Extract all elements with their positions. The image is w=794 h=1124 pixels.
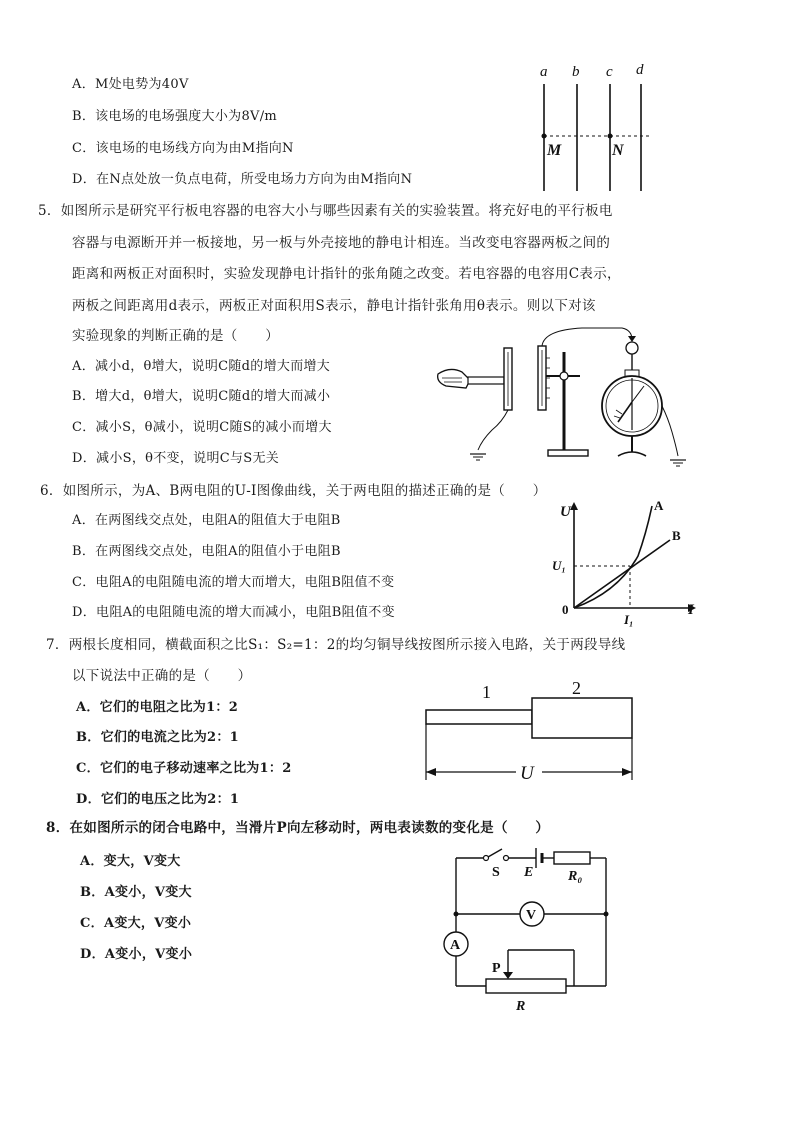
q8-option-b: B．A变小，V变大	[80, 885, 192, 900]
q4-option-b: B．该电场的电场强度大小为8V/m	[72, 109, 278, 124]
q8-stem: 8．在如图所示的闭合电路中，当滑片P向左移动时，两电表读数的变化是（ ）	[46, 820, 550, 836]
q5-insulating-rod	[468, 377, 504, 384]
q6-curve-a	[574, 506, 652, 608]
q6-i1-label: I₁	[624, 612, 634, 627]
q5-left-ground-wire	[478, 410, 508, 450]
q5-stem-line-3: 距离和两板正对面积时，实验发现静电计指针的张角随之改变。若电容器的电容用C表示，	[72, 266, 621, 282]
q8-r0-label: R₀	[568, 869, 583, 884]
q8-rheostat-label: R	[516, 999, 526, 1014]
q5-electroscope-base	[618, 452, 646, 456]
q6-line-b	[574, 540, 670, 608]
q5-stem-line-5: 实验现象的判断正确的是（ ）	[72, 328, 279, 344]
q4-line-label-c: c	[606, 64, 613, 80]
q7-wire-2-label: 2	[572, 678, 581, 698]
q4-line-label-a: a	[540, 64, 548, 80]
q4-line-label-b: b	[572, 64, 580, 80]
q5-option-a: A．减小d，θ增大，说明C随d的增大而增大	[72, 359, 331, 374]
q7-stem-line-1: 7．两根长度相同，横截面积之比S₁：S₂=1：2的均匀铜导线按图所示接入电路，关于两段导线	[46, 637, 626, 653]
q7-option-b: B．它们的电流之比为2：1	[76, 730, 239, 745]
q4-line-label-d: d	[636, 62, 644, 78]
q5-connecting-wire	[542, 328, 632, 346]
q4-point-m-label: M	[547, 142, 562, 159]
q7-stem-line-2: 以下说法中正确的是（ ）	[72, 668, 252, 684]
q8-rheostat	[486, 979, 566, 993]
q8-voltmeter-label: V	[526, 908, 537, 923]
q5-right-ground-wire	[662, 406, 678, 456]
q5-capacitor-apparatus-figure	[432, 322, 694, 472]
q7-wire-segments-figure	[420, 668, 642, 788]
q6-y-axis-label: U	[560, 504, 571, 520]
q4-point-n-label: N	[612, 142, 624, 159]
q8-option-a: A．变大，V变大	[80, 854, 181, 869]
q4-option-d: D．在N点处放一负点电荷，所受电场力方向为由M指向N	[72, 172, 413, 187]
q4-option-c: C．该电场的电场线方向为由M指向N	[72, 141, 294, 156]
q8-option-d: D．A变小，V变小	[80, 947, 193, 962]
q5-hand-icon	[438, 369, 470, 388]
q7-option-d: D．它们的电压之比为2：1	[76, 792, 240, 807]
q6-curve-a-label: A	[654, 498, 664, 513]
q8-r0-resistor	[554, 852, 590, 864]
q8-circuit-diagram	[438, 846, 618, 1012]
q4-point-n	[608, 134, 613, 139]
q5-option-b: B．增大d，θ增大，说明C随d的增大而减小	[72, 389, 331, 404]
q7-voltage-label: U	[520, 763, 534, 784]
q5-electroscope-knob	[626, 342, 638, 354]
q6-option-a: A．在两图线交点处，电阻A的阻值大于电阻B	[72, 513, 341, 528]
q7-wire-1-label: 1	[482, 682, 491, 702]
q6-x-axis-label: I	[688, 602, 694, 618]
q8-slider-label: P	[492, 961, 501, 976]
q7-wire-1	[426, 710, 532, 724]
q7-wire-2	[532, 698, 632, 738]
q6-ui-graph	[548, 496, 708, 630]
q8-switch-icon	[484, 856, 489, 861]
q6-line-b-label: B	[672, 528, 681, 543]
q5-option-c: C．减小S，θ减小，说明C随S的减小而增大	[72, 420, 332, 435]
q5-option-d: D．减小S，θ不变，说明C与S无关	[72, 451, 280, 466]
q6-stem: 6．如图所示，为A、B两电阻的U-I图像曲线，关于两电阻的描述正确的是（ ）	[40, 483, 547, 499]
q7-option-c: C．它们的电子移动速率之比为1：2	[76, 761, 292, 776]
q4-option-a: A．M处电势为40V	[72, 77, 189, 92]
q4-point-m	[542, 134, 547, 139]
q7-option-a: A．它们的电阻之比为1：2	[76, 700, 239, 715]
q4-equipotential-figure	[520, 58, 670, 198]
q8-emf-label: E	[524, 865, 534, 880]
q6-option-d: D．电阻A的电阻随电流的增大而减小，电阻B阻值不变	[72, 605, 395, 620]
q5-stem-line-1: 5．如图所示是研究平行板电容器的电容大小与哪些因素有关的实验装置。将充好电的平行板电	[38, 203, 613, 219]
q8-ammeter-label: A	[450, 938, 461, 953]
q6-option-b: B．在两图线交点处，电阻A的阻值小于电阻B	[72, 544, 341, 559]
q5-stand-base	[548, 450, 588, 456]
q5-stem-line-2: 容器与电源断开并一板接地，另一板与外壳接地的静电计相连。当改变电容器两板之间的	[72, 235, 611, 251]
q5-stem-line-4: 两板之间距离用d表示，两板正对面积用S表示，静电计指针张角用θ表示。则以下对该	[72, 298, 596, 314]
q8-switch-label: S	[492, 865, 500, 880]
q6-option-c: C．电阻A的电阻随电流的增大而增大，电阻B阻值不变	[72, 575, 395, 590]
q6-origin-label: 0	[562, 602, 569, 617]
q8-option-c: C．A变大，V变小	[80, 916, 192, 931]
q6-u1-label: U₁	[552, 558, 566, 573]
q8-switch-blade	[488, 849, 502, 857]
